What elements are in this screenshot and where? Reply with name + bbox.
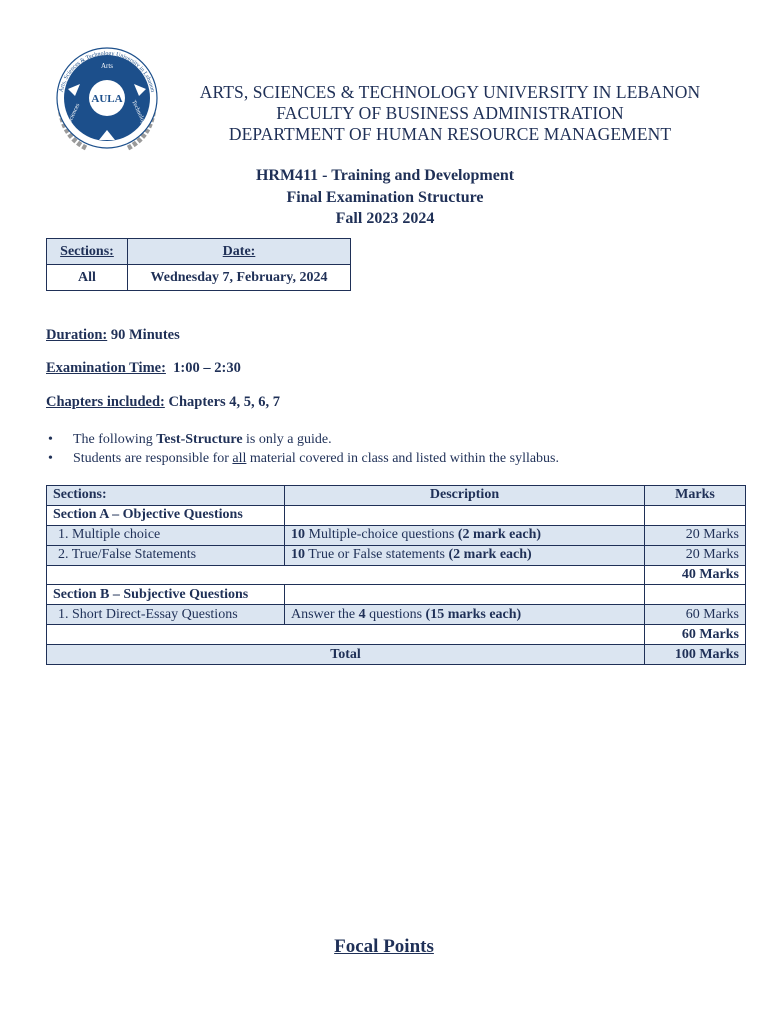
note-item: • The following Test-Structure is only a guide.	[46, 430, 559, 449]
chapters-label: Chapters included:	[46, 394, 165, 410]
sections-value: All	[47, 265, 128, 291]
exam-structure-title: Final Examination Structure	[286, 189, 484, 206]
date-header: Date:	[128, 239, 351, 265]
col-header-description: Description	[285, 486, 645, 506]
duration-value: 90 Minutes	[107, 327, 180, 343]
section-b-total: 60 Marks	[645, 625, 746, 645]
logo-word-left: Sciences	[66, 102, 82, 125]
table-row: 1. Short Direct-Essay Questions Answer the 4 questions (15 marks each) 60 Marks	[47, 605, 746, 625]
duration-line	[46, 327, 180, 344]
course-title: HRM411 - Training and Development	[255, 167, 515, 184]
date-value: Wednesday 7, February, 2024	[128, 265, 351, 291]
duration-label: Duration:	[46, 327, 108, 343]
section-b-title: Section B – Subjective Questions	[47, 585, 285, 605]
date-table	[46, 238, 351, 291]
table-row: 2. True/False Statements 10 True or False statements (2 mark each) 20 Marks	[47, 545, 746, 565]
note-item: • Students are responsible for all material covered in class and listed within the syllabus.	[46, 449, 559, 468]
notes-list	[46, 430, 559, 468]
total-label: Total	[47, 645, 645, 665]
col-header-marks: Marks	[645, 486, 746, 506]
logo-center-text: AULA	[91, 93, 123, 105]
chapters-value: Chapters 4, 5, 6, 7	[164, 394, 281, 410]
logo-ring-text: Arts, Sciences & Technology University in Lebanon	[58, 50, 156, 93]
exam-time-value: 1:00 – 2:30	[165, 360, 241, 376]
chapters-line	[46, 394, 280, 411]
section-a-total: 40 Marks	[645, 565, 746, 585]
total-marks: 100 Marks	[645, 645, 746, 665]
logo-word-top: Arts	[100, 62, 114, 70]
exam-structure-table	[46, 485, 746, 665]
exam-time-label: Examination Time:	[46, 360, 166, 376]
department-name: DEPARTMENT OF HUMAN RESOURCE MANAGEMENT	[228, 124, 672, 144]
exam-time-line	[46, 360, 241, 377]
university-logo	[46, 44, 168, 156]
col-header-sections: Sections:	[47, 486, 285, 506]
logo-word-right: Technology	[130, 99, 148, 128]
faculty-name: FACULTY OF BUSINESS ADMINISTRATION	[276, 103, 624, 123]
exam-term: Fall 2023 2024	[335, 210, 435, 227]
sections-header: Sections:	[47, 239, 128, 265]
university-name: ARTS, SCIENCES & TECHNOLOGY UNIVERSITY IN LEBANON	[199, 82, 701, 102]
section-a-title: Section A – Objective Questions	[47, 505, 285, 525]
table-row: 1. Multiple choice 10 Multiple-choice questions (2 mark each) 20 Marks	[47, 525, 746, 545]
focal-points-heading: Focal Points	[334, 936, 434, 957]
